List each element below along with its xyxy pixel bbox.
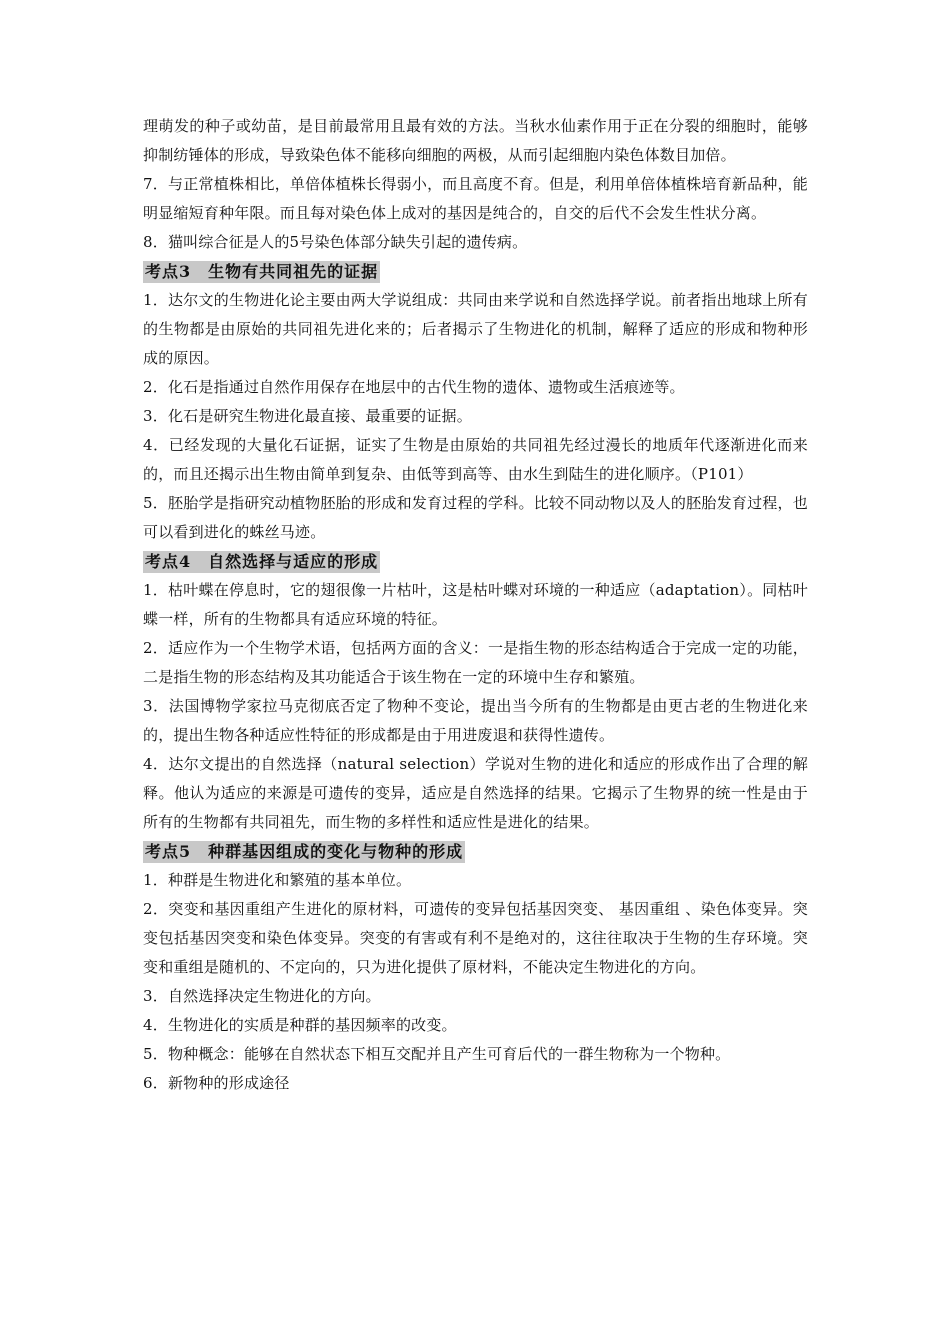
section-intro <box>143 112 808 257</box>
section-kaodian-5 <box>143 837 808 1098</box>
paragraph: 7．与正常植株相比，单倍体植株长得弱小，而且高度不育。但是，利用单倍体植株培育新品种，能明显缩短育种年限。而且每对染色体上成对的基因是纯合的，自交的后代不会发生性状分离。 <box>143 175 808 222</box>
paragraph: 1．达尔文的生物进化论主要由两大学说组成：共同由来学说和自然选择学说。前者指出地球上所有的生物都是由原始的共同祖先进化来的；后者揭示了生物进化的机制，解释了适应的形成和物种形成的原因。 <box>143 291 808 367</box>
paragraph: 3．法国博物学家拉马克彻底否定了物种不变论，提出当今所有的生物都是由更古老的生物进化来的，提出生物各种适应性特征的形成都是由于用进废退和获得性遗传。 <box>143 697 808 744</box>
paragraph: 1．种群是生物进化和繁殖的基本单位。 <box>143 871 412 889</box>
section-heading: 考点4 自然选择与适应的形成 <box>145 552 379 571</box>
paragraph: 5．胚胎学是指研究动植物胚胎的形成和发育过程的学科。比较不同动物以及人的胚胎发育过程，也可以看到进化的蛛丝马迹。 <box>143 494 808 541</box>
paragraph: 2．化石是指通过自然作用保存在地层中的古代生物的遗体、遗物或生活痕迹等。 <box>143 378 685 396</box>
section-kaodian-3 <box>143 257 808 547</box>
paragraph: 2．突变和基因重组产生进化的原材料，可遗传的变异包括基因突变、 基因重组 、染色体变异。突变包括基因突变和染色体变异。突变的有害或有利不是绝对的，这往往取决于生物的生存环境。突变和重组是随机的、不定向的，只为进化提供了原材料，不能决定生物进化的方向。 <box>143 900 808 976</box>
section-kaodian-4 <box>143 547 808 837</box>
paragraph: 2．适应作为一个生物学术语，包括两方面的含义：一是指生物的形态结构适合于完成一定的功能，二是指生物的形态结构及其功能适合于该生物在一定的环境中生存和繁殖。 <box>143 639 808 686</box>
paragraph: 6．新物种的形成途径 <box>143 1074 290 1092</box>
section-heading: 考点3 生物有共同祖先的证据 <box>145 262 379 281</box>
paragraph: 4．已经发现的大量化石证据，证实了生物是由原始的共同祖先经过漫长的地质年代逐渐进化而来的，而且还揭示出生物由简单到复杂、由低等到高等、由水生到陆生的进化顺序。（P101） <box>143 436 808 483</box>
paragraph: 3．自然选择决定生物进化的方向。 <box>143 987 381 1005</box>
paragraph: 8．猫叫综合征是人的5号染色体部分缺失引起的遗传病。 <box>143 233 528 251</box>
paragraph: 3．化石是研究生物进化最直接、最重要的证据。 <box>143 407 472 425</box>
paragraph: 4．达尔文提出的自然选择（natural selection）学说对生物的进化和适应的形成作出了合理的解释。他认为适应的来源是可遗传的变异，适应是自然选择的结果。它揭示了生物界的统一性是由于所有的生物都有共同祖先，而生物的多样性和适应性是进化的结果。 <box>143 755 808 831</box>
paragraph: 1．枯叶蝶在停息时，它的翅很像一片枯叶，这是枯叶蝶对环境的一种适应（adaptation）。同枯叶蝶一样，所有的生物都具有适应环境的特征。 <box>143 581 808 628</box>
paragraph: 5．物种概念：能够在自然状态下相互交配并且产生可育后代的一群生物称为一个物种。 <box>143 1045 731 1063</box>
paragraph: 理萌发的种子或幼苗，是目前最常用且最有效的方法。当秋水仙素作用于正在分裂的细胞时，能够抑制纺锤体的形成，导致染色体不能移向细胞的两极，从而引起细胞内染色体数目加倍。 <box>143 117 808 164</box>
paragraph: 4．生物进化的实质是种群的基因频率的改变。 <box>143 1016 457 1034</box>
document-page <box>143 112 808 1098</box>
section-heading: 考点5 种群基因组成的变化与物种的形成 <box>145 842 464 861</box>
